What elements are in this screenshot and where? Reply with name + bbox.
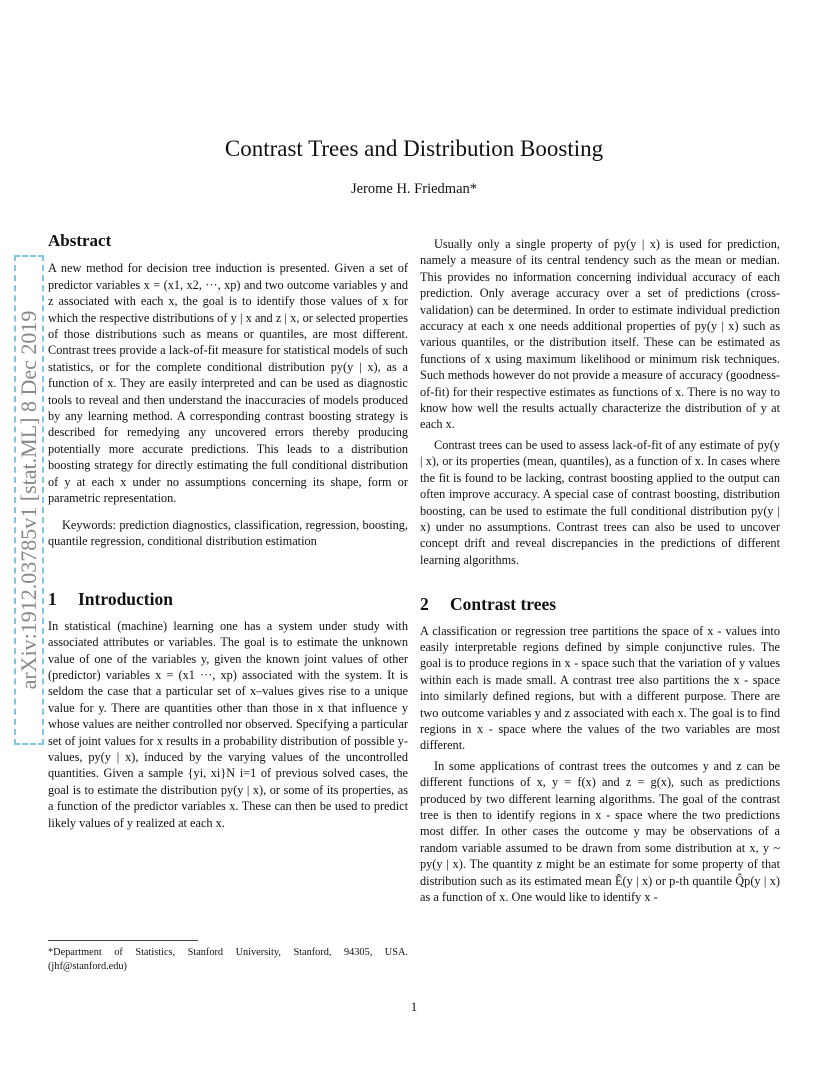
right-paragraph-2: Contrast trees can be used to assess lack-of-fit of any estimate of py(y | x), or its properties (mean, quantiles), as a function of x. In cases where the fit is found to be lacking, contrast boosting applied to the output can often improve accuracy. A special case of contrast boosting, distribution boosting, can be used to estimate the full conditional distribution py(y | x) under no assumptions. Contrast trees can also be used to uncover concept drift and reveal discrepancies in the predictions of different learning algorithms. bbox=[420, 437, 780, 567]
abstract-heading: Abstract bbox=[48, 231, 112, 250]
footnote: *Department of Statistics, Stanford University, Stanford, 94305, USA.(jhf@stanford.edu) bbox=[48, 947, 408, 972]
section-1-heading bbox=[48, 589, 408, 610]
page-number: 1 bbox=[410, 1000, 418, 1014]
section-2-title: Contrast trees bbox=[450, 594, 557, 615]
intro-paragraph: In statistical (machine) learning one has a system under study with associated attributes or variables. The goal is to estimate the unknown value of one of the variables y, given the known joint values of other (predictor) variables x = (x1 ···, xp) associated with the system. It is seldom the case that a particular set of x–values gives rise to a unique value for y. There are quantities other than those in x that influence y whose values are neither controlled nor observed. Specifying a particular set of joint values for x results in a probability distribution of possible y-values, py(y | x), induced by the varying values of the uncontrolled quantities. Given a sample {yi, xi}N i=1 of previous solved cases, the goal is to estimate the distribution py(y | x), or some of its properties, as a function of the predictor variables x. These can then be used to predict likely values of y realized at each x. bbox=[48, 618, 408, 830]
right-paragraph-3: A classification or regression tree partitions the space of x - values into easily interpretable regions defined by simple conjunctive rules. The goal is to produce regions in x - space such that the variation of y values within each is made small. A contrast tree also partitions the x - space into similarly defined regions, but with a different purpose. There are two outcome variables y and z associated with each x. The goal is to find regions in x - space where the values of the two variables are most different. bbox=[420, 623, 780, 753]
footnote-rule bbox=[48, 940, 198, 941]
abstract-body: A new method for decision tree induction is presented. Given a set of predictor variables x = (x1, x2, ···, xp) and two outcome variables y and z associated with each x, the goal is to identify those values of x for which the respective distributions of y | x and z | x, or selected properties of those distributions such as means or quantiles, are most different. Contrast trees provide a lack-of-fit measure for statistical models of such statistics, or for the complete conditional distribution py(y | x), as a function of x. They are easily interpreted and can be used as diagnostic tools to reveal and then understand the inaccuracies of models produced by any learning method. A corresponding contrast boosting strategy is described for remedying any uncovered errors thereby producing potentially more accurate predictions. This leads to a distribution boosting strategy for directly estimating the full conditional distribution of y at each x under no assumptions concerning its shape, form or parametric representation. bbox=[48, 261, 408, 506]
right-paragraph-4: In some applications of contrast trees the outcomes y and z can be different functions of x, y = f(x) and z = g(x), such as predictions produced by two different learning algorithms. The goal of the contrast tree is then to identify regions in x - space where the two predictions most differ. In other cases the outcome y may be observations of a random variable assumed to be drawn from some distribution at x, y ~ py(y | x). The quantity z might be an estimate for some property of that distribution such as its estimated mean Ê(y | x) or p-th quantile Q̂p(y | x) as a function of x. One would like to identify x - bbox=[420, 758, 780, 905]
arxiv-watermark bbox=[14, 255, 44, 745]
keywords: Keywords: prediction diagnostics, classification, regression, boosting, quantile regression, conditional distribution estimation bbox=[48, 517, 408, 548]
section-2-heading bbox=[420, 594, 780, 615]
section-1-title: Introduction bbox=[78, 589, 173, 610]
right-column bbox=[420, 236, 780, 905]
arxiv-id-label: arXiv:1912.03785v1 [stat.ML] 8 Dec 2019 bbox=[16, 310, 41, 690]
paper-author: Jerome H. Friedman* bbox=[350, 181, 478, 197]
section-2-number: 2 bbox=[420, 594, 429, 615]
section-1-number: 1 bbox=[48, 589, 57, 610]
left-column bbox=[48, 233, 408, 831]
right-paragraph-1: Usually only a single property of py(y | x) is used for prediction, namely a measure of its central tendency such as the mean or median. This provides no information concerning individual accuracy of each prediction. Only average accuracy over a set of predictions (cross-validation) can be determined. In order to estimate individual prediction accuracy at each x one needs additional properties of py(y | x) such as various quantiles, or the distribution itself. These can be estimated as functions of x using maximum likelihood or minimum risk techniques. Such methods however do not provide a measure of accuracy (goodness-of-fit) for their respective estimates as functions of x. There is no way to know how well the results actually characterize the distribution of y at each x. bbox=[420, 237, 780, 432]
paper-title: Contrast Trees and Distribution Boosting bbox=[224, 136, 604, 161]
